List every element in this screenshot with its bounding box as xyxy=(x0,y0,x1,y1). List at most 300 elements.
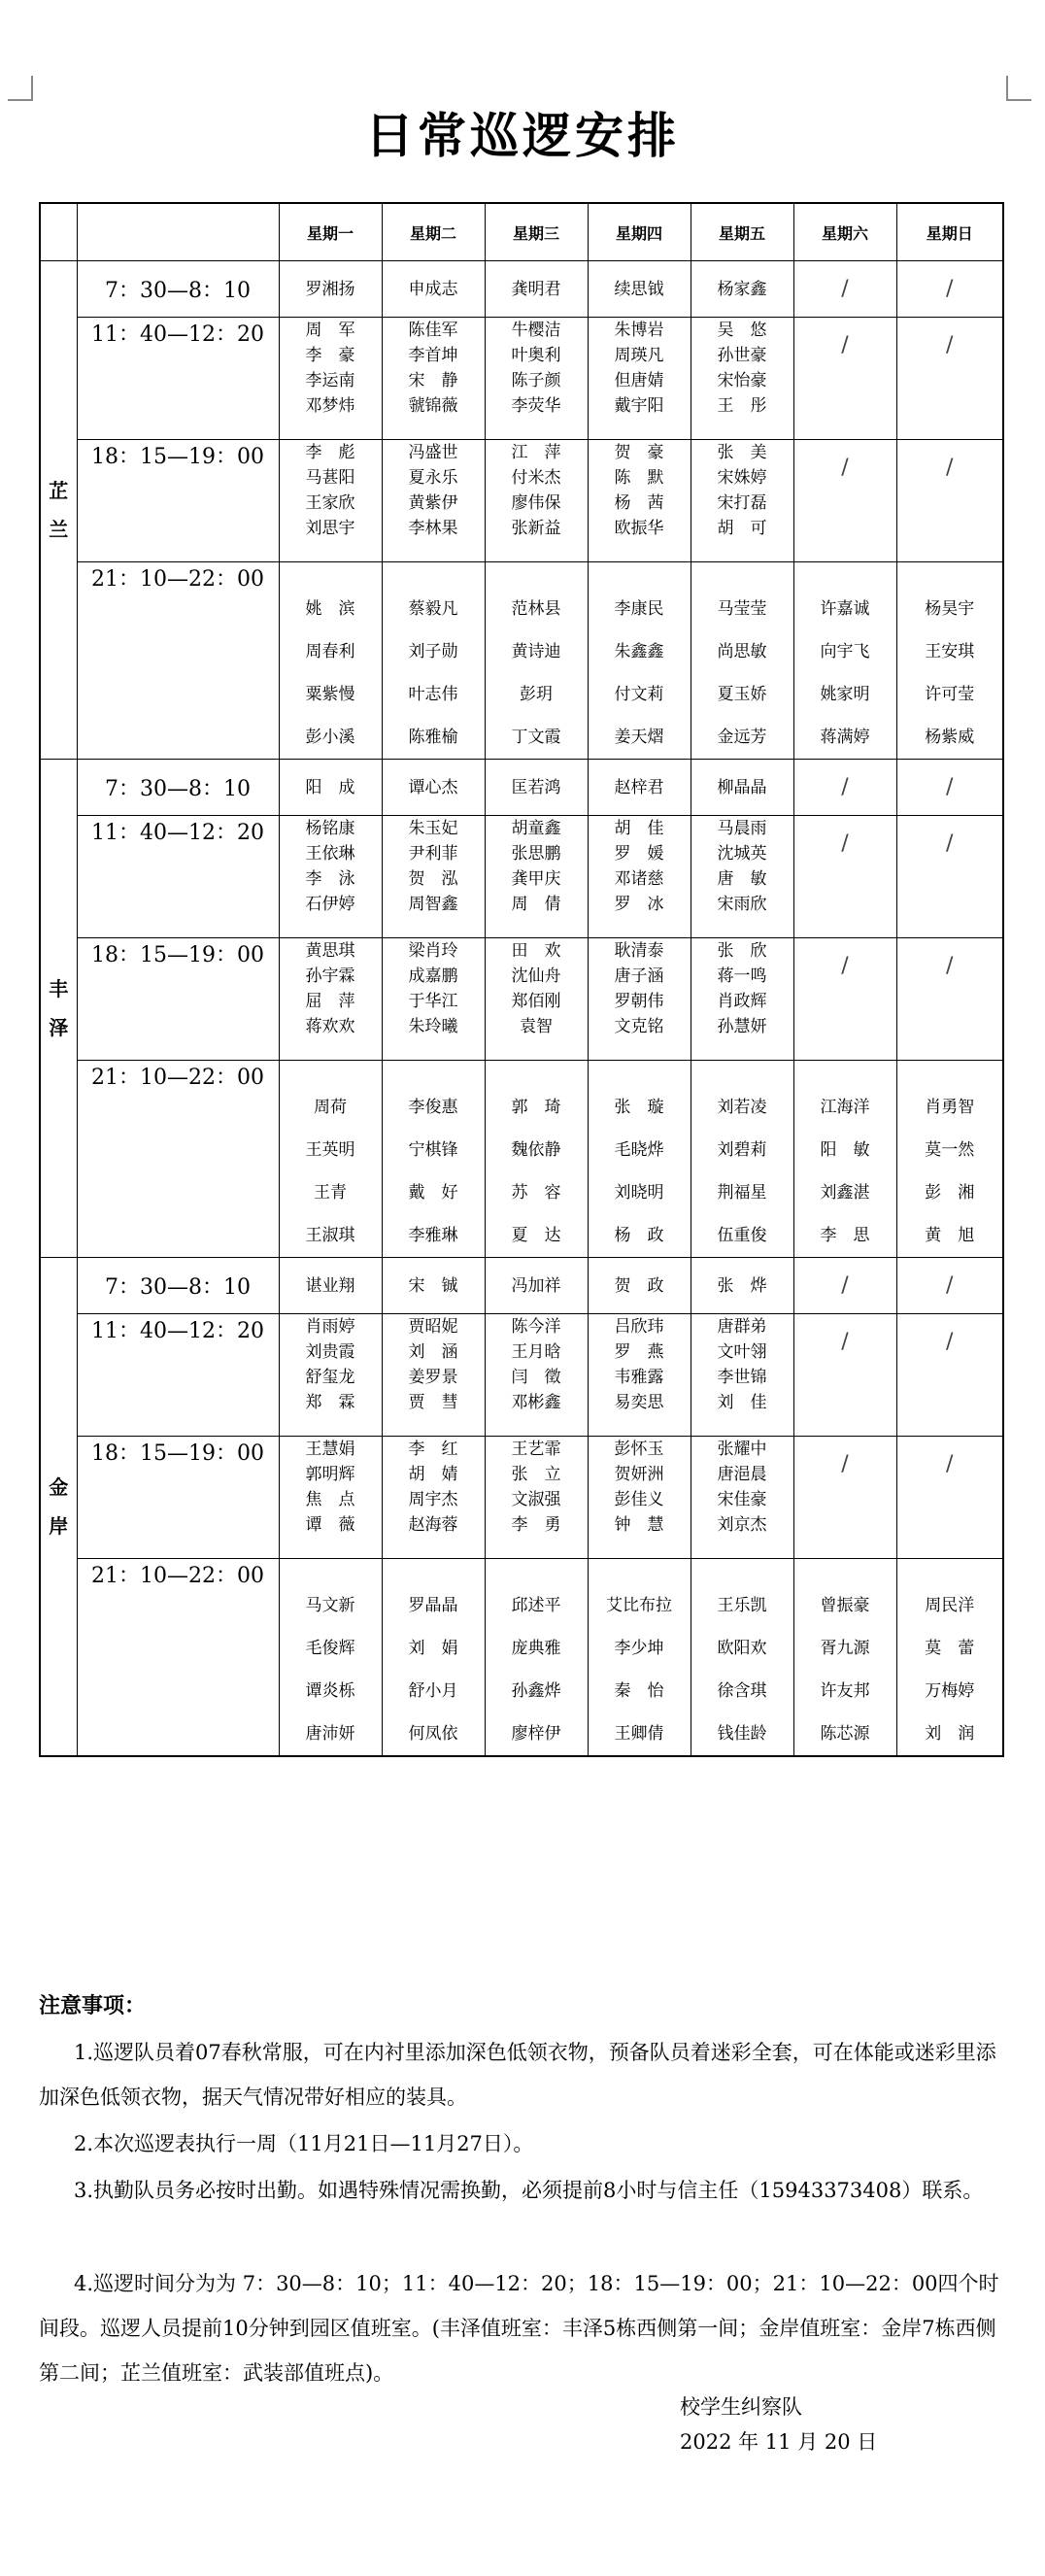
member-name: 毛晓烨 xyxy=(614,1140,664,1160)
member-name: 刘 娟 xyxy=(408,1639,458,1658)
member-name: 陈雅榆 xyxy=(408,728,458,747)
member-name: 刘若凌 xyxy=(717,1098,767,1117)
duty-cell xyxy=(485,1437,588,1559)
empty-duty-cell: / xyxy=(793,318,896,440)
empty-duty-cell: / xyxy=(896,261,1003,318)
member-name: 王 彤 xyxy=(717,396,767,416)
member-name: 匡若鸿 xyxy=(511,777,561,797)
member-name: 邓彬鑫 xyxy=(511,1393,561,1412)
time-slot: 7：30—8：10 xyxy=(77,760,279,816)
member-name: 刘思宇 xyxy=(305,519,355,538)
duty-cell xyxy=(382,760,485,816)
page-title: 日常巡逻安排 xyxy=(365,108,680,164)
member-name: 李 彪 xyxy=(305,443,355,462)
member-name: 付文莉 xyxy=(614,685,664,704)
member-name: 李 豪 xyxy=(305,346,355,365)
duty-cell xyxy=(793,1559,896,1757)
member-name: 唐群弟 xyxy=(717,1317,767,1337)
member-name: 夏永乐 xyxy=(408,468,458,488)
member-name: 马葚阳 xyxy=(305,468,355,488)
schedule-row xyxy=(40,318,1003,440)
duty-cell xyxy=(691,760,793,816)
member-name: 胡童鑫 xyxy=(511,819,561,838)
member-name: 欧阳欢 xyxy=(717,1639,767,1658)
note-item: 1.巡逻队员着07春秋常服，可在内衬里添加深色低领衣物，预备队员着迷彩全套，可在体能或迷彩里添加深色低领衣物，据天气情况带好相应的装具。 xyxy=(39,2041,996,2109)
member-name: 黄紫伊 xyxy=(408,493,458,513)
time-slot: 18：15—19：00 xyxy=(77,938,279,1061)
member-name: 龚明君 xyxy=(511,279,561,299)
empty-duty-cell: / xyxy=(896,938,1003,1061)
member-name: 钟 慧 xyxy=(614,1515,664,1535)
member-name: 胥九源 xyxy=(820,1639,870,1658)
duty-cell xyxy=(588,1061,691,1258)
campus-name-char: 岸 xyxy=(49,1514,69,1538)
duty-cell xyxy=(279,1061,382,1258)
member-name: 戴宇阳 xyxy=(614,396,664,416)
member-name: 蒋一鸣 xyxy=(717,966,767,986)
time-slot: 21：10—22：00 xyxy=(77,1559,279,1757)
schedule-row xyxy=(40,562,1003,760)
schedule-row xyxy=(40,938,1003,1061)
member-name: 闫 徵 xyxy=(511,1368,561,1387)
member-name: 陈子颜 xyxy=(511,371,561,390)
member-name: 朱玲曦 xyxy=(408,1017,458,1036)
schedule-row xyxy=(40,1559,1003,1757)
duty-cell xyxy=(382,1061,485,1258)
member-name: 肖勇智 xyxy=(925,1098,975,1117)
note-item: 3.执勤队员务必按时出勤。如遇特殊情况需换勤，必须提前8小时与信主任（15943373408）联系。 xyxy=(74,2179,984,2202)
member-name: 贺妍洲 xyxy=(614,1465,664,1484)
member-name: 朱博岩 xyxy=(614,321,664,340)
member-name: 唐子涵 xyxy=(614,966,664,986)
duty-cell xyxy=(691,1559,793,1757)
campus-label xyxy=(40,760,77,1258)
member-name: 刘 涵 xyxy=(408,1342,458,1362)
schedule-row xyxy=(40,1258,1003,1314)
member-name: 王月晗 xyxy=(511,1342,561,1362)
member-name: 刘 佳 xyxy=(717,1393,767,1412)
member-name: 粟紫慢 xyxy=(305,685,355,704)
duty-cell xyxy=(382,261,485,318)
member-name: 虢锦薇 xyxy=(408,396,458,416)
duty-cell xyxy=(691,1437,793,1559)
member-name: 王青 xyxy=(314,1183,347,1203)
member-name: 黄思琪 xyxy=(305,941,355,961)
member-name: 胡 佳 xyxy=(614,819,664,838)
duty-cell xyxy=(485,440,588,562)
member-name: 刘贵霞 xyxy=(305,1342,355,1362)
duty-cell xyxy=(588,816,691,938)
member-name: 王艺霏 xyxy=(511,1440,561,1459)
duty-cell xyxy=(279,938,382,1061)
member-name: 李林果 xyxy=(408,519,458,538)
member-name: 周春利 xyxy=(305,642,355,661)
duty-cell xyxy=(793,1061,896,1258)
member-name: 万梅婷 xyxy=(925,1681,975,1701)
duty-cell xyxy=(588,938,691,1061)
member-name: 胡 婧 xyxy=(408,1465,458,1484)
member-name: 肖雨婷 xyxy=(305,1317,355,1337)
member-name: 刘晓明 xyxy=(614,1183,664,1203)
member-name: 罗 燕 xyxy=(614,1342,664,1362)
member-name: 袁智 xyxy=(520,1017,553,1036)
duty-cell xyxy=(691,1061,793,1258)
member-name: 姚 滨 xyxy=(305,599,355,619)
member-name: 吴 悠 xyxy=(717,321,767,340)
member-name: 金远芳 xyxy=(717,728,767,747)
duty-cell xyxy=(485,1061,588,1258)
header-time xyxy=(77,203,279,261)
duty-cell xyxy=(382,440,485,562)
member-name: 江 萍 xyxy=(511,443,561,462)
empty-duty-cell: / xyxy=(896,816,1003,938)
member-name: 张 璇 xyxy=(614,1098,664,1117)
member-name: 宋 铖 xyxy=(408,1275,458,1296)
time-slot: 18：15—19：00 xyxy=(77,440,279,562)
member-name: 王安琪 xyxy=(925,642,975,661)
member-name: 叶奥利 xyxy=(511,346,561,365)
campus-name-char: 金 xyxy=(49,1475,69,1499)
signature-organization: 校学生纠察队 xyxy=(680,2395,802,2419)
duty-cell xyxy=(896,1061,1003,1258)
schedule-row xyxy=(40,1314,1003,1437)
schedule-row xyxy=(40,1061,1003,1258)
member-name: 罗湘扬 xyxy=(305,279,355,299)
empty-duty-cell: / xyxy=(896,440,1003,562)
empty-duty-cell: / xyxy=(793,1258,896,1314)
empty-duty-cell: / xyxy=(793,816,896,938)
duty-cell xyxy=(279,1314,382,1437)
member-name: 蒋满婷 xyxy=(820,728,870,747)
member-name: 张 欣 xyxy=(717,941,767,961)
member-name: 宋姝婷 xyxy=(717,468,767,488)
member-name: 孙宇霖 xyxy=(305,966,355,986)
campus-name-char: 芷 xyxy=(49,479,69,502)
member-name: 王慧娟 xyxy=(305,1440,355,1459)
duty-cell xyxy=(691,261,793,318)
member-name: 李少坤 xyxy=(614,1639,664,1658)
member-name: 于华江 xyxy=(408,992,458,1011)
header-day: 星期四 xyxy=(588,203,691,261)
member-name: 谌业翔 xyxy=(305,1275,355,1296)
empty-duty-cell: / xyxy=(896,318,1003,440)
member-name: 马晨雨 xyxy=(717,819,767,838)
member-name: 李 红 xyxy=(408,1440,458,1459)
member-name: 王依琳 xyxy=(305,844,355,864)
duty-cell xyxy=(279,1258,382,1314)
duty-cell xyxy=(691,938,793,1061)
member-name: 陈芯源 xyxy=(820,1724,870,1744)
member-name: 邓梦炜 xyxy=(305,396,355,416)
member-name: 柳晶晶 xyxy=(717,777,767,797)
header-day: 星期二 xyxy=(382,203,485,261)
schedule-row xyxy=(40,440,1003,562)
duty-cell xyxy=(485,816,588,938)
duty-cell xyxy=(279,261,382,318)
member-name: 杨 茜 xyxy=(614,493,664,513)
member-name: 荆福星 xyxy=(717,1183,767,1203)
member-name: 罗晶晶 xyxy=(408,1596,458,1615)
member-name: 许友邦 xyxy=(820,1681,870,1701)
member-name: 罗 媛 xyxy=(614,844,664,864)
empty-duty-cell: / xyxy=(793,1314,896,1437)
member-name: 何凤依 xyxy=(408,1724,458,1744)
member-name: 黄 旭 xyxy=(925,1226,975,1245)
duty-cell xyxy=(691,1314,793,1437)
member-name: 彭佳义 xyxy=(614,1490,664,1509)
member-name: 周智鑫 xyxy=(408,895,458,914)
member-name: 伍重俊 xyxy=(717,1226,767,1245)
duty-cell xyxy=(588,318,691,440)
duty-cell xyxy=(279,1437,382,1559)
member-name: 杨家鑫 xyxy=(717,279,767,299)
duty-cell xyxy=(279,1559,382,1757)
member-name: 叶志伟 xyxy=(408,685,458,704)
campus-name-char: 丰 xyxy=(49,977,69,1000)
member-name: 孙世豪 xyxy=(717,346,767,365)
member-name: 许嘉诚 xyxy=(820,599,870,619)
duty-cell xyxy=(279,562,382,760)
member-name: 罗朝伟 xyxy=(614,992,664,1011)
duty-cell xyxy=(382,1559,485,1757)
member-name: 张 美 xyxy=(717,443,767,462)
member-name: 焦 点 xyxy=(305,1490,355,1509)
member-name: 郭明辉 xyxy=(305,1465,355,1484)
duty-cell xyxy=(382,816,485,938)
duty-cell xyxy=(691,816,793,938)
duty-cell xyxy=(691,1258,793,1314)
schedule-row xyxy=(40,816,1003,938)
member-name: 杨 政 xyxy=(614,1226,664,1245)
signature-date: 2022 年 11 月 20 日 xyxy=(680,2430,878,2454)
time-slot: 18：15—19：00 xyxy=(77,1437,279,1559)
member-name: 周荷 xyxy=(314,1098,347,1117)
table-header-row xyxy=(40,203,1003,261)
member-name: 钱佳龄 xyxy=(717,1724,767,1744)
member-name: 艾比布拉 xyxy=(606,1596,672,1615)
member-name: 谭炎栎 xyxy=(305,1681,355,1701)
empty-duty-cell: / xyxy=(793,938,896,1061)
member-name: 贺 豪 xyxy=(614,443,664,462)
duty-cell xyxy=(382,938,485,1061)
member-name: 孙慧妍 xyxy=(717,1017,767,1036)
header-day: 星期一 xyxy=(279,203,382,261)
duty-cell xyxy=(588,261,691,318)
duty-cell xyxy=(382,562,485,760)
member-name: 魏依静 xyxy=(511,1140,561,1160)
campus-name-char: 泽 xyxy=(49,1016,69,1039)
member-name: 贾昭妮 xyxy=(408,1317,458,1337)
member-name: 朱鑫鑫 xyxy=(614,642,664,661)
member-name: 蒋欢欢 xyxy=(305,1017,355,1036)
duty-cell xyxy=(485,562,588,760)
member-name: 付米杰 xyxy=(511,468,561,488)
schedule-row xyxy=(40,261,1003,318)
member-name: 姜天熠 xyxy=(614,728,664,747)
member-name: 沈仙舟 xyxy=(511,966,561,986)
campus-name-char: 兰 xyxy=(49,518,69,541)
member-name: 许可莹 xyxy=(925,685,975,704)
empty-duty-cell: / xyxy=(793,1437,896,1559)
member-name: 唐浥晨 xyxy=(717,1465,767,1484)
empty-duty-cell: / xyxy=(896,1314,1003,1437)
member-name: 宋 静 xyxy=(408,371,458,390)
member-name: 屈 萍 xyxy=(305,992,355,1011)
member-name: 毛俊辉 xyxy=(305,1639,355,1658)
time-slot: 7：30—8：10 xyxy=(77,261,279,318)
duty-cell xyxy=(588,1314,691,1437)
duty-cell xyxy=(793,562,896,760)
member-name: 刘碧莉 xyxy=(717,1140,767,1160)
member-name: 周 军 xyxy=(305,321,355,340)
member-name: 沈城英 xyxy=(717,844,767,864)
member-name: 王英明 xyxy=(305,1140,355,1160)
member-name: 杨紫威 xyxy=(925,728,975,747)
duty-cell xyxy=(896,562,1003,760)
member-name: 庞典雅 xyxy=(511,1639,561,1658)
member-name: 陈佳军 xyxy=(408,321,458,340)
member-name: 但唐婧 xyxy=(614,371,664,390)
member-name: 范林县 xyxy=(511,599,561,619)
member-name: 梁肖玲 xyxy=(408,941,458,961)
member-name: 张 烨 xyxy=(717,1275,767,1296)
header-campus xyxy=(40,203,77,261)
member-name: 李世锦 xyxy=(717,1368,767,1387)
member-name: 苏 容 xyxy=(511,1183,561,1203)
member-name: 王卿倩 xyxy=(614,1724,664,1744)
campus-label xyxy=(40,261,77,760)
member-name: 易奕思 xyxy=(614,1393,664,1412)
member-name: 冯加祥 xyxy=(511,1275,561,1296)
notes-heading: 注意事项： xyxy=(39,1994,147,2018)
duty-cell xyxy=(279,318,382,440)
duty-cell xyxy=(588,440,691,562)
duty-cell xyxy=(485,261,588,318)
member-name: 郑 霖 xyxy=(305,1393,355,1412)
member-name: 杨铭康 xyxy=(305,819,355,838)
member-name: 申成志 xyxy=(408,279,458,299)
member-name: 马莹莹 xyxy=(717,599,767,619)
member-name: 唐 敏 xyxy=(717,869,767,889)
member-name: 李运南 xyxy=(305,371,355,390)
time-slot: 11：40—12：20 xyxy=(77,816,279,938)
member-name: 夏玉娇 xyxy=(717,685,767,704)
member-name: 彭玥 xyxy=(520,685,553,704)
empty-duty-cell: / xyxy=(793,261,896,318)
member-name: 刘鑫湛 xyxy=(820,1183,870,1203)
member-name: 宋打磊 xyxy=(717,493,767,513)
time-slot: 7：30—8：10 xyxy=(77,1258,279,1314)
member-name: 朱玉妃 xyxy=(408,819,458,838)
member-name: 江海洋 xyxy=(820,1098,870,1117)
member-name: 周民洋 xyxy=(925,1596,975,1615)
member-name: 夏 达 xyxy=(511,1226,561,1245)
member-name: 李康民 xyxy=(614,599,664,619)
member-name: 彭怀玉 xyxy=(614,1440,664,1459)
note-item: 2.本次巡逻表执行一周（11月21日—11月27日）。 xyxy=(74,2132,534,2155)
member-name: 赵海蓉 xyxy=(408,1515,458,1535)
member-name: 阳 敏 xyxy=(820,1140,870,1160)
member-name: 李俊惠 xyxy=(408,1098,458,1117)
member-name: 尚思敏 xyxy=(717,642,767,661)
member-name: 耿清泰 xyxy=(614,941,664,961)
member-name: 徐含琪 xyxy=(717,1681,767,1701)
empty-duty-cell: / xyxy=(896,1258,1003,1314)
time-slot: 11：40—12：20 xyxy=(77,318,279,440)
member-name: 李 思 xyxy=(820,1226,870,1245)
member-name: 贾 彗 xyxy=(408,1393,458,1412)
member-name: 文叶翎 xyxy=(717,1342,767,1362)
duty-cell xyxy=(588,562,691,760)
member-name: 向宇飞 xyxy=(820,642,870,661)
member-name: 罗 冰 xyxy=(614,895,664,914)
empty-duty-cell: / xyxy=(896,1437,1003,1559)
header-day: 星期日 xyxy=(896,203,1003,261)
member-name: 廖梓伊 xyxy=(511,1724,561,1744)
member-name: 彭 湘 xyxy=(925,1183,975,1203)
note-item: 4.巡逻时间分为为 7：30—8：10；11：40—12：20；18：15—19：00；21：10—22：00四个时间段。巡逻人员提前10分钟到园区值班室。(丰泽值班室：丰泽5栋西侧第一间；金岸值班室：金岸7栋西侧第二间；芷兰值班室：武装部值班点)。 xyxy=(39,2272,999,2385)
member-name: 廖伟保 xyxy=(511,493,561,513)
member-name: 姜罗景 xyxy=(408,1368,458,1387)
duty-cell xyxy=(588,1559,691,1757)
time-slot: 21：10—22：00 xyxy=(77,1061,279,1258)
member-name: 宋佳豪 xyxy=(717,1490,767,1509)
member-name: 文淑强 xyxy=(511,1490,561,1509)
member-name: 吕欣玮 xyxy=(614,1317,664,1337)
member-name: 陈今洋 xyxy=(511,1317,561,1337)
member-name: 邱述平 xyxy=(511,1596,561,1615)
member-name: 韦雅露 xyxy=(614,1368,664,1387)
member-name: 周瑛凡 xyxy=(614,346,664,365)
member-name: 李荧华 xyxy=(511,396,561,416)
member-name: 曾振豪 xyxy=(820,1596,870,1615)
schedule-row xyxy=(40,760,1003,816)
member-name: 谭心杰 xyxy=(408,777,458,797)
member-name: 周宇杰 xyxy=(408,1490,458,1509)
member-name: 唐沛妍 xyxy=(305,1724,355,1744)
member-name: 阳 成 xyxy=(305,777,355,797)
duty-cell xyxy=(691,562,793,760)
member-name: 秦 怡 xyxy=(614,1681,664,1701)
member-name: 张 立 xyxy=(511,1465,561,1484)
duty-cell xyxy=(279,816,382,938)
member-name: 邓诸慈 xyxy=(614,869,664,889)
member-name: 姚家明 xyxy=(820,685,870,704)
member-name: 李 勇 xyxy=(511,1515,561,1535)
duty-cell xyxy=(588,760,691,816)
member-name: 蔡毅凡 xyxy=(408,599,458,619)
duty-cell xyxy=(485,760,588,816)
duty-cell xyxy=(588,1258,691,1314)
member-name: 刘 润 xyxy=(925,1724,975,1744)
duty-cell xyxy=(588,1437,691,1559)
duty-cell xyxy=(691,318,793,440)
member-name: 舒玺龙 xyxy=(305,1368,355,1387)
schedule-row xyxy=(40,1437,1003,1559)
duty-cell xyxy=(691,440,793,562)
header-day: 星期六 xyxy=(793,203,896,261)
duty-cell xyxy=(279,440,382,562)
duty-cell xyxy=(485,318,588,440)
duty-cell xyxy=(382,1437,485,1559)
member-name: 谭 薇 xyxy=(305,1515,355,1535)
member-name: 周 倩 xyxy=(511,895,561,914)
member-name: 文克铭 xyxy=(614,1017,664,1036)
member-name: 李首坤 xyxy=(408,346,458,365)
member-name: 张耀中 xyxy=(717,1440,767,1459)
member-name: 马文新 xyxy=(305,1596,355,1615)
member-name: 戴 好 xyxy=(408,1183,458,1203)
